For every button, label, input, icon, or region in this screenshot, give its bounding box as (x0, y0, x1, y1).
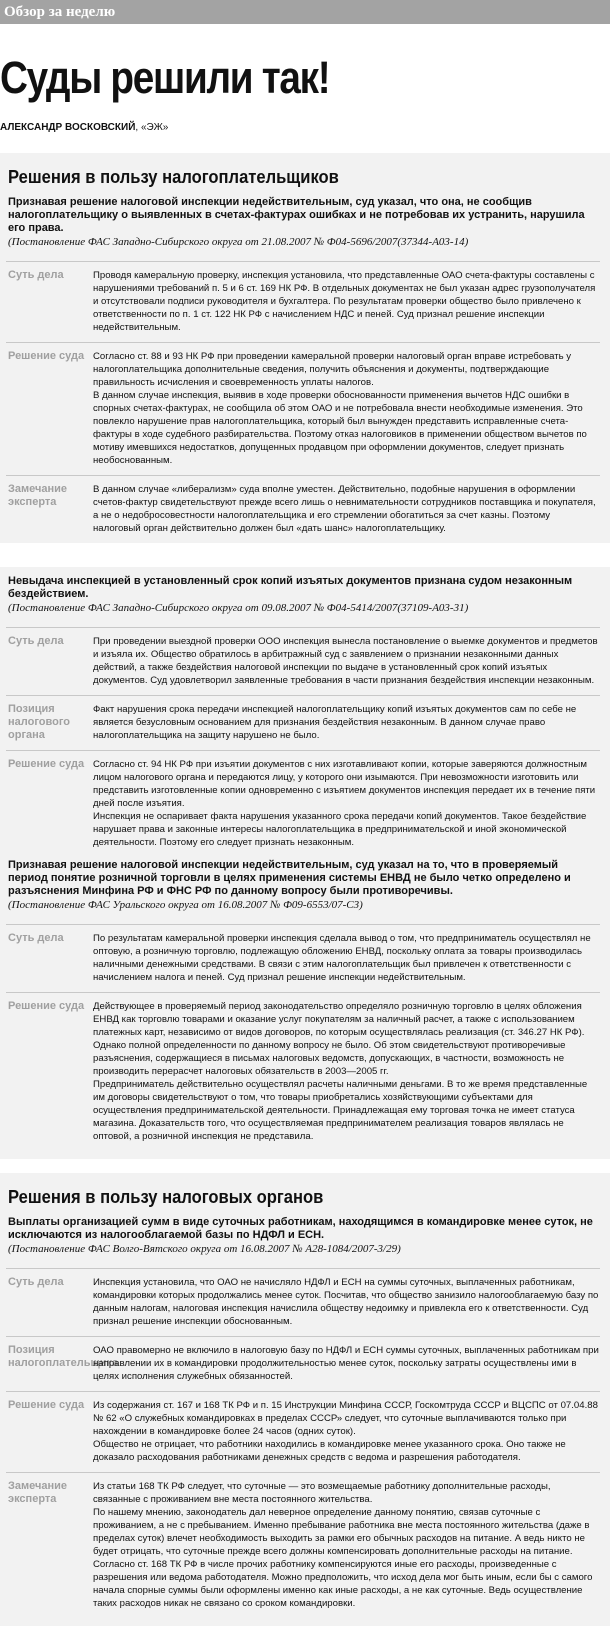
case-summary: Невыдача инспекцией в установленный срок копий изъятых документов признана судом незаконным бездействием. (8, 575, 573, 600)
row-text: Инспекция установила, что ОАО не начисляло НДФЛ и ЕСН на суммы суточных, выплаченных работникам, командировки которых продолжались менее суток. Посчитав, что общество занизило налогооблагаемую базу по данным налогам, налоговая инспекция начислила обществу недоимку и привлекла его к ответственности. Суд признал решение инспекции обоснованным. (93, 1277, 599, 1327)
byline (0, 121, 610, 135)
row-label: Позиция налогоплательщика (8, 1344, 119, 1369)
case-row (6, 475, 600, 543)
case-reference: (Постановление ФАС Уральского округа от 16.08.2007 № Ф09-6553/07-С3) (8, 899, 363, 911)
section-heading: Решения в пользу налогоплательщиков (8, 167, 339, 187)
row-label: Решение суда (8, 1399, 85, 1411)
row-label: Решение суда (8, 1000, 85, 1012)
row-label: Замечание эксперта (8, 1480, 68, 1505)
row-text: При проведении выездной проверки ООО инспекция вынесла постановление о выемке документов и предметов и изъяла их. Общество обратилось в арбитражный суд с заявлением о признании незаконными данных действий, а также бездействия налоговой инспекции по выдаче в установленный срок копий изъятых документов. Суд удовлетворил заявленные требования в части признания бездействия инспекции незаконным. (93, 636, 598, 686)
row-text: Из содержания ст. 167 и 168 ТК РФ и п. 15 Инструкции Минфина СССР, Госкомтруда СССР и ВЦСПС от 07.04.88 № 62 «О служебных командировках в пределах СССР» следует, что суточные выплачиваются только при нахождении в командировке более 24 часов (одних суток). Общество не отрицает, что работники находились в командировке менее указанного срока. Оно также не доказало расходования работниками денежных средств с ведома и разрешения работодателя. (93, 1400, 598, 1463)
row-text: Из статьи 168 ТК РФ следует, что суточные — это возмещаемые работнику дополнительные расходы, связанные с проживанием вне места постоянного жительства. По нашему мнению, законодатель дал неверное определение данному понятию, связав суточные с проживанием, а не с пребыванием. Именно пребывание работника вне места постоянного жительства (даже в пределах суток) влечет необходимость выходить за рамки его обычных расходов на питание. А ведь никто не будет отрицать, что суточные прежде всего должны компенсировать дополнительные расходы на питание. Согласно ст. 168 ТК РФ в числе прочих работнику компенсируются иные его расходы, произведенные с разрешения или ведома работодателя. Можно предположить, что исход дела мог быть иным, если бы с самого начала спорные суммы были оформлены именно как иные расходы, а не как суточные. Ведь осуществление таких расходов никак не связано со сроком командировки. (93, 1481, 593, 1609)
page-title: Суды решили так! (0, 52, 330, 103)
case-row (6, 342, 600, 475)
section-panel (0, 153, 610, 1159)
case-row (6, 627, 600, 695)
case-row (6, 1391, 600, 1472)
row-text: Проводя камеральную проверку, инспекция установила, что представленные ОАО счета-фактуры составлены с нарушениями требований п. 5 и 6 ст. 169 НК РФ. В отдельных документах не был указан адрес грузополучателя и отсутствовали подписи руководителя и бухгалтера. По результатам проверки общество было привлечено к ответственности по п. 1 ст. 122 НК РФ с начислением НДС и пеней. Суд признал решение инспекции недействительным. (93, 270, 596, 333)
row-label: Позиция налогового органа (8, 703, 70, 741)
row-text: Факт нарушения срока передачи инспекцией налогоплательщику копий изъятых документов сам по себе не является безусловным основанием для признания бездействия незаконным. В данном случае право налогоплательщика на защиту нарушено не было. (93, 704, 577, 741)
case-reference: (Постановление ФАС Западно-Сибирского округа от 09.08.2007 № Ф04-5414/2007(37109-А03-31) (8, 602, 469, 614)
row-label: Решение суда (8, 350, 85, 362)
case-row (6, 261, 600, 342)
case-summary: Выплаты организацией сумм в виде суточных работникам, находящимся в командировке менее суток, не исключаются из налогооблагаемой базы по НДФЛ и ЕСН. (8, 1216, 593, 1241)
row-label: Суть дела (8, 635, 64, 647)
case-summary: Признавая решение налоговой инспекции недействительным, суд указал, что она, не сообщив налогоплательщику о выявленных в счетах-фактурах ошибках и не потребовав их устранить, нарушила его права. (8, 196, 585, 234)
row-label: Решение суда (8, 758, 85, 770)
row-label: Суть дела (8, 269, 64, 281)
case-separator (0, 543, 610, 567)
case-row (6, 924, 600, 992)
case-row (6, 750, 600, 857)
row-text: Согласно ст. 88 и 93 НК РФ при проведении камеральной проверки налоговый орган вправе истребовать у налогоплательщика дополнительные сведения, получить объяснения и документы, подтверждающие правильность исчисления и своевременность уплаты налогов. В данном случае инспекция, выявив в ходе проверки обоснованности применения вычетов НДС ошибки в спорных счетах-фактурах, не сообщила об этом ОАО и не потребовала внести необходимые изменения. Это повлекло нарушение прав налогоплательщика, который был вынужден представить исправленные счета-фактуры в ходе судебного разбирательства. Поэтому отказ налоговиков в применении обществом вычетов по мотиву имевшихся недостатков, допущенных продавцом при оформлении документов, следует признать необоснованным. (93, 351, 587, 466)
case-summary: Признавая решение налоговой инспекции недействительным, суд указал на то, что в проверяемый период понятие розничной торговли в целях применения системы ЕНВД не было четко определено и разъяснения Минфина РФ и ФНС РФ по данному вопросу были противоречивы. (8, 859, 571, 897)
case-row (6, 1268, 600, 1336)
case-reference: (Постановление ФАС Волго-Вятского округа от 16.08.2007 № А28-1084/2007-3/29) (8, 1243, 401, 1255)
row-text: В данном случае «либерализм» суда вполне уместен. Действительно, подобные нарушения в оформлении счетов-фактур свидетельствуют прежде всего лишь о невнимательности сотрудников поставщика и покупателя, а не о недобросовестности налогоплательщика и его стремлении обогатиться за счет казны. Поэтому налоговый орган действительно должен был «дать шанс» налогоплательщику. (93, 484, 596, 534)
article-body (0, 153, 610, 1626)
row-text: По результатам камеральной проверки инспекция сделала вывод о том, что предприниматель осуществлял не оптовую, а розничную торговлю, подлежащую обложению ЕНВД, поскольку оплата за товары производилась наличными денежными средствами. В связи с этим налогоплательщик был привлечен к ответственности с начислением налога и пеней. Суд признал решение инспекции недействительным. (93, 933, 591, 983)
case-row (6, 992, 600, 1151)
row-label: Суть дела (8, 1276, 64, 1288)
row-label: Замечание эксперта (8, 483, 68, 508)
row-text: ОАО правомерно не включило в налоговую базу по НДФЛ и ЕСН суммы суточных, выплаченных работникам при направлении их в командировки продолжительностью менее суток, поскольку затраты осуществлены ими в целях исполнения служебных обязанностей. (93, 1345, 599, 1382)
row-text: Согласно ст. 94 НК РФ при изъятии документов с них изготавливают копии, которые заверяются должностным лицом налогового органа и передаются лицу, у которого они изымаются. При невозможности изготовить или представить изготовленные копии одновременно с изъятием документов инспекция передает их в течение пяти дней после изъятия. Инспекция не оспаривает факта нарушения указанного срока передачи копий документов. Такое бездействие нарушает права и законные интересы налогоплательщика в предпринимательской и иной экономической деятельности. Поэтому его следует признать незаконным. (93, 759, 596, 848)
author-org: , «ЭЖ» (135, 122, 169, 133)
author-name: АЛЕКСАНДР ВОСКОВСКИЙ (0, 122, 136, 133)
row-text: Действующее в проверяемый период законодательство определяло розничную торговлю в целях обложения ЕНВД как торговлю товарами и оказание услуг покупателям за наличный расчет, а также с использованием платежных карт, независимо от видов договоров, по которым осуществлялась реализация (ст. 346.27 НК РФ). Однако полной определенности по данному вопросу не было. Об этом свидетельствуют противоречивые разъяснения, содержащиеся в письмах налоговых ведомств, допускающих, в частности, возможность не производить перерасчет налоговых обязательств в 2003—2005 гг. Предприниматель действительно осуществлял расчеты наличными деньгами. В то же время представленные им договоры свидетельствуют о том, что товары приобретались хозяйствующими субъектами для осуществления предпринимательской деятельности. Принадлежащая ему торговая точка не имеет статуса магазина. Доказательств того, что осуществляемая предпринимателем реализация товаров являлась не оптовой, а розничной инспекция не представила. (93, 1001, 588, 1142)
case-row (6, 695, 600, 750)
row-label: Суть дела (8, 932, 64, 944)
case-row (6, 1472, 600, 1618)
section-panel (0, 1173, 610, 1626)
section-heading: Решения в пользу налоговых органов (8, 1187, 324, 1207)
section-tag: Обзор за неделю (0, 0, 610, 24)
case-reference: (Постановление ФАС Западно-Сибирского округа от 21.08.2007 № Ф04-5696/2007(37344-А03-14) (8, 236, 469, 248)
case-row (6, 1336, 600, 1391)
